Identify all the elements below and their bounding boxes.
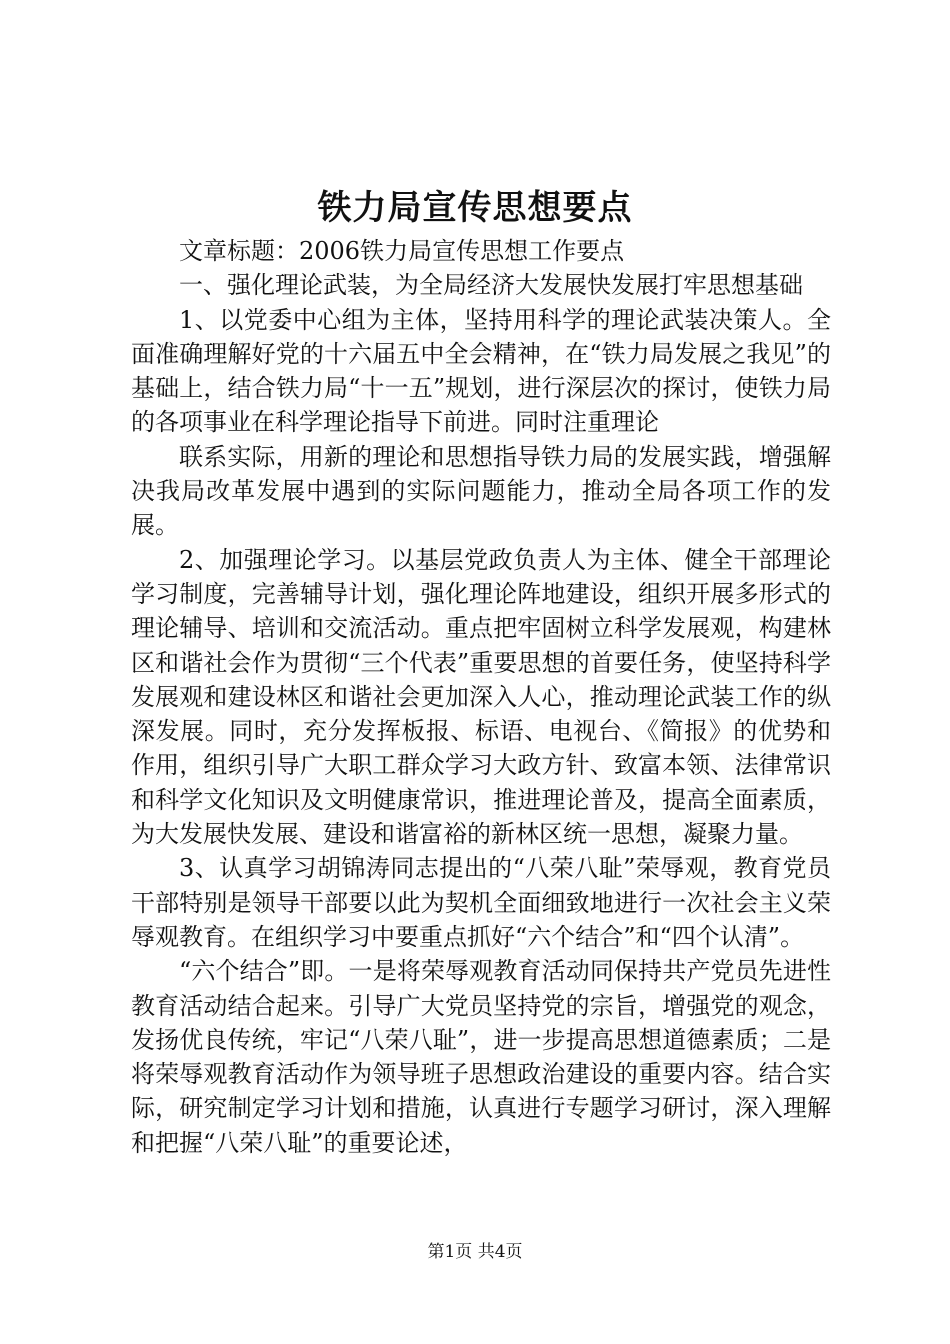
page-number-footer: 第1页 共4页 [427,1242,523,1262]
paragraph-item-3: 3、认真学习胡锦涛同志提出的“八荣八耻”荣辱观，教育党员干部特别是领导干部要以此为契机全面细致地进行一次社会主义荣辱观教育。在组织学习中要重点抓好“六个结合”和“四个认清”。 [131,854,831,951]
paragraph-item-1: 1、以党委中心组为主体，坚持用科学的理论武装决策人。全面准确理解好党的十六届五中全会精神，在“铁力局发展之我见”的基础上，结合铁力局“十一五”规划，进行深层次的探讨，使铁力局的各项事业在科学理论指导下前进。同时注重理论 [131,305,831,437]
paragraph-article-title: 文章标题：2006铁力局宣传思想工作要点 [179,237,625,265]
paragraph-section-heading: 一、强化理论武装，为全局经济大发展快发展打牢思想基础 [179,271,803,300]
paragraph-item-1-continued: 联系实际，用新的理论和思想指导铁力局的发展实践，增强解决我局改革发展中遇到的实际问题能力，推动全局各项工作的发展。 [131,442,831,540]
paragraph-item-2: 2、加强理论学习。以基层党政负责人为主体、健全干部理论学习制度，完善辅导计划，强化理论阵地建设，组织开展多形式的理论辅导、培训和交流活动。重点把牢固树立科学发展观，构建林区和谐社会作为贯彻“三个代表”重要思想的首要任务，使坚持科学发展观和建设林区和谐社会更加深入人心，推动理论武装工作的纵深发展。同时，充分发挥板报、标语、电视台、《简报》的优势和作用，组织引导广大职工群众学习大政方针、致富本领、法律常识和科学文化知识及文明健康常识，推进理论普及，提高全面素质，为大发展快发展、建设和谐富裕的新林区统一思想，凝聚力量。 [131,545,831,849]
document-title: 铁力局宣传思想要点 [317,188,633,228]
paragraph-six-combinations: “六个结合”即。一是将荣辱观教育活动同保持共产党员先进性教育活动结合起来。引导广大党员坚持党的宗旨，增强党的观念，发扬优良传统，牢记“八荣八耻”，进一步提高思想道德素质；二是将荣辱观教育活动作为领导班子思想政治建设的重要内容。结合实际，研究制定学习计划和措施，认真进行专题学习研讨，深入理解和把握“八荣八耻”的重要论述， [131,957,831,1157]
document-body [131,234,831,1160]
